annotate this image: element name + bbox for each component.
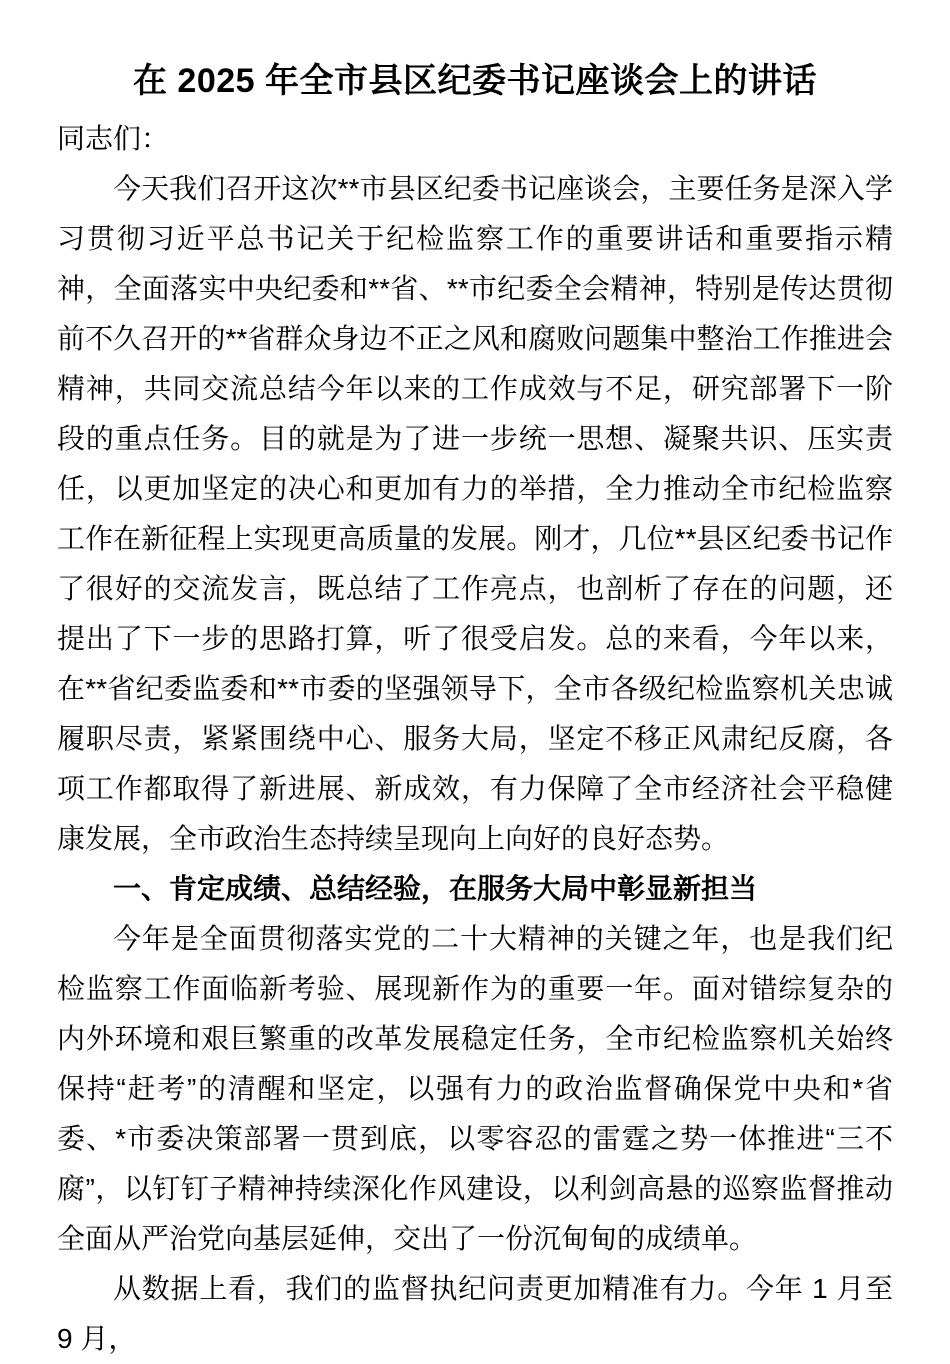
- section-heading-1: 一、肯定成绩、总结经验，在服务大局中彰显新担当: [113, 873, 758, 904]
- paragraph-section1-body: 今年是全面贯彻落实党的二十大精神的关键之年，也是我们纪检监察工作面临新考验、展现新作为的重要一年。面对错综复杂的内外环境和艰巨繁重的改革发展稳定任务，全市纪检监察机关始终保持“赶考”的清醒和坚定，以强有力的政治监督确保党中央和*省委、*市委决策部署一贯到底，以零容忍的雷霆之势一体推进“三不腐”，以钉钉子精神持续深化作风建设，以利剑高悬的巡察监督推动全面从严治党向基层延伸，交出了一份沉甸甸的成绩单。: [57, 923, 893, 1254]
- paragraph-opening: 今天我们召开这次**市县区纪委书记座谈会，主要任务是深入学习贯彻习近平总书记关于纪检监察工作的重要讲话和重要指示精神，全面落实中央纪委和**省、**市纪委全会精神，特别是传达贯彻前不久召开的**省群众身边不正之风和腐败问题集中整治工作推进会精神，共同交流总结今年以来的工作成效与不足，研究部署下一阶段的重点任务。目的就是为了进一步统一思想、凝聚共识、压实责任，以更加坚定的决心和更加有力的举措，全力推动全市纪检监察工作在新征程上实现更高质量的发展。刚才，几位**县区纪委书记作了很好的交流发言，既总结了工作亮点，也剖析了存在的问题，还提出了下一步的思路打算，听了很受启发。总的来看，今年以来，在**省纪委监委和**市委的坚强领导下，全市各级纪检监察机关忠诚履职尽责，紧紧围绕中心、服务大局，坚定不移正风肃纪反腐，各项工作都取得了新进展、新成效，有力保障了全市经济社会平稳健康发展，全市政治生态持续呈现向上向好的良好态势。: [57, 173, 893, 854]
- salutation: 同志们：: [57, 123, 170, 154]
- paragraph-data-statistics: 从数据上看，我们的监督执纪问责更加精准有力。今年 1 月至 9 月，: [57, 1273, 893, 1354]
- document-title: 在 2025 年全市县区纪委书记座谈会上的讲话: [132, 62, 818, 100]
